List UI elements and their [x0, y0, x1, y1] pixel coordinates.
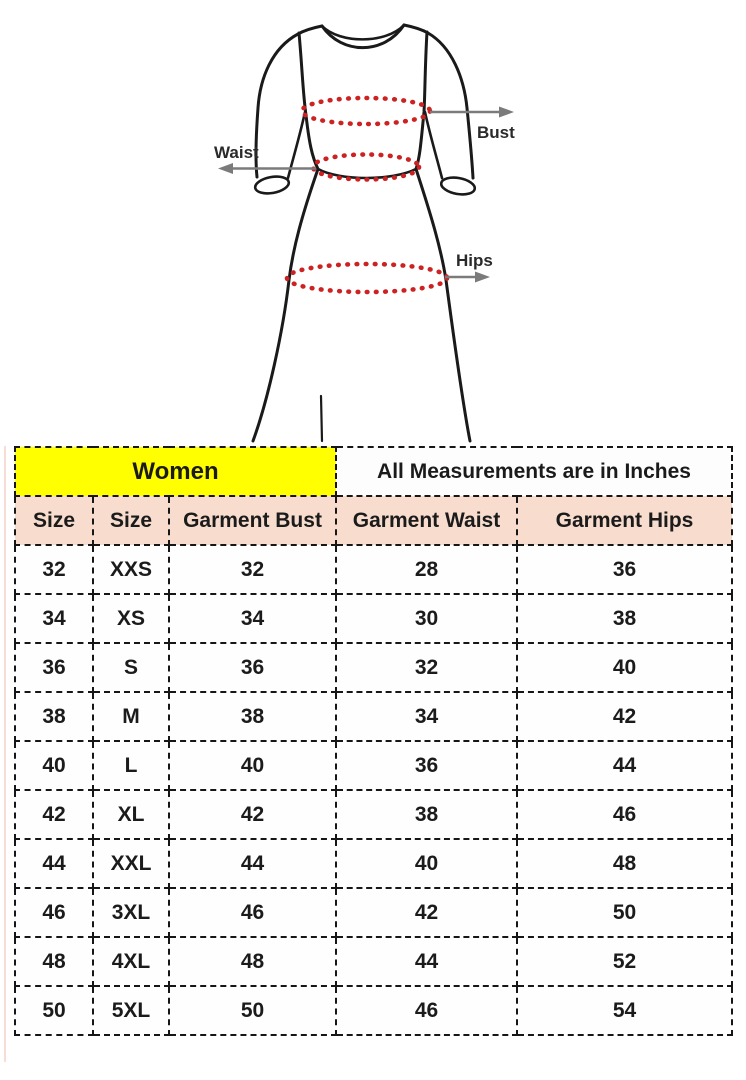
table-cell: 36 [15, 643, 93, 692]
left-edge-artifact [4, 446, 6, 1062]
table-cell: 46 [336, 986, 517, 1035]
table-cell: 36 [517, 545, 732, 594]
table-cell: S [93, 643, 169, 692]
table-cell: 36 [169, 643, 336, 692]
table-cell: 30 [336, 594, 517, 643]
table-row [15, 986, 732, 1035]
table-group-header-row [15, 447, 732, 496]
table-cell: 48 [15, 937, 93, 986]
table-cell: 42 [15, 790, 93, 839]
table-cell: 44 [336, 937, 517, 986]
table-cell: XXS [93, 545, 169, 594]
table-cell: 40 [169, 741, 336, 790]
table-cell: 40 [517, 643, 732, 692]
table-cell: 42 [517, 692, 732, 741]
dress-outline-drawing [253, 25, 476, 441]
table-row [15, 692, 732, 741]
table-cell: 48 [169, 937, 336, 986]
table-row [15, 545, 732, 594]
table-cell: L [93, 741, 169, 790]
waist-label: Waist [214, 143, 259, 162]
units-header-cell: All Measurements are in Inches [336, 447, 732, 496]
hips-measure-ellipse [287, 264, 447, 292]
table-cell: 40 [336, 839, 517, 888]
table-row [15, 888, 732, 937]
table-row [15, 594, 732, 643]
bust-label: Bust [477, 123, 515, 142]
column-header-size-numeric: Size [15, 496, 93, 545]
table-cell: 32 [169, 545, 336, 594]
column-header-garment-bust: Garment Bust [169, 496, 336, 545]
hips-label: Hips [456, 251, 493, 270]
table-cell: 3XL [93, 888, 169, 937]
table-cell: 32 [15, 545, 93, 594]
table-cell: 38 [169, 692, 336, 741]
table-cell: 48 [517, 839, 732, 888]
column-header-size-letter: Size [93, 496, 169, 545]
table-cell: 36 [336, 741, 517, 790]
table-cell: 54 [517, 986, 732, 1035]
waist-arrow [218, 163, 316, 174]
table-cell: 44 [15, 839, 93, 888]
table-cell: 38 [517, 594, 732, 643]
table-cell: 44 [169, 839, 336, 888]
table-row [15, 839, 732, 888]
table-cell: 46 [517, 790, 732, 839]
bust-measure-ellipse [302, 98, 430, 124]
table-cell: 34 [169, 594, 336, 643]
table-cell: 46 [169, 888, 336, 937]
waist-measure-ellipse [313, 155, 419, 180]
hips-arrow [445, 272, 490, 283]
table-cell: 50 [15, 986, 93, 1035]
table-cell: 34 [15, 594, 93, 643]
column-header-garment-hips: Garment Hips [517, 496, 732, 545]
table-cell: M [93, 692, 169, 741]
table-cell: XL [93, 790, 169, 839]
garment-measurement-diagram [0, 0, 746, 443]
table-row [15, 741, 732, 790]
table-cell: 5XL [93, 986, 169, 1035]
table-cell: 38 [336, 790, 517, 839]
table-cell: 40 [15, 741, 93, 790]
table-cell: XXL [93, 839, 169, 888]
size-table [14, 446, 733, 1036]
table-cell: 44 [517, 741, 732, 790]
table-cell: 50 [169, 986, 336, 1035]
table-cell: 50 [517, 888, 732, 937]
table-cell: 32 [336, 643, 517, 692]
table-cell: 38 [15, 692, 93, 741]
table-cell: 42 [169, 790, 336, 839]
table-cell: 28 [336, 545, 517, 594]
table-cell: 52 [517, 937, 732, 986]
table-cell: 42 [336, 888, 517, 937]
column-header-garment-waist: Garment Waist [336, 496, 517, 545]
women-header-cell: Women [15, 447, 336, 496]
table-cell: 34 [336, 692, 517, 741]
table-column-header-row [15, 496, 732, 545]
table-cell: 46 [15, 888, 93, 937]
table-cell: XS [93, 594, 169, 643]
table-cell: 4XL [93, 937, 169, 986]
bust-arrow [430, 107, 514, 118]
table-row [15, 643, 732, 692]
table-row [15, 790, 732, 839]
size-table-body [15, 545, 732, 1035]
table-row [15, 937, 732, 986]
